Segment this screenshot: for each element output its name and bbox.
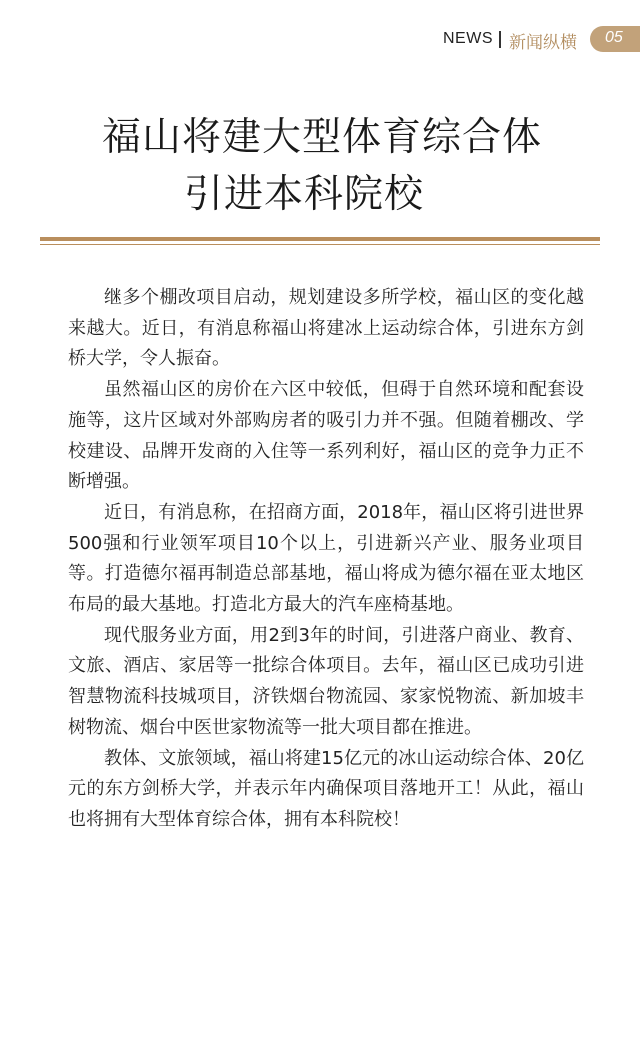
article-body: [68, 283, 584, 836]
article-title-line2: 引进本科院校: [184, 172, 425, 217]
article-paragraph-4: 现代服务业方面，用2到3年的时间，引进落户商业、教育、文旅、酒店、家居等一批综合体项目。去年，福山区已成功引进智慧物流科技城项目，济铁烟台物流园、家家悦物流、新加坡丰树物流、烟台中医世家物流等一批大项目都在推进。: [68, 624, 584, 738]
title-rule-thin: [40, 244, 600, 245]
page-header: [0, 26, 640, 52]
article-paragraph-1: 继多个棚改项目启动，规划建设多所学校，福山区的变化越来越大。近日，有消息称福山将建冰上运动综合体，引进东方剑桥大学，令人振奋。: [68, 287, 584, 370]
article-paragraph-3: 近日，有消息称，在招商方面，2018年，福山区将引进世界500强和行业领军项目10个以上，引进新兴产业、服务业项目等。打造德尔福再制造总部基地，福山将成为德尔福在亚太地区布局的最大基地。打造北方最大的汽车座椅基地。: [68, 501, 584, 616]
page-number: 05: [605, 29, 623, 46]
header-divider: [499, 31, 501, 48]
title-rule-thick: [40, 237, 600, 241]
section-label-en: NEWS: [443, 30, 493, 47]
article-paragraph-2: 虽然福山区的房价在六区中较低，但碍于自然环境和配套设施等，这片区域对外部购房者的吸引力并不强。但随着棚改、学校建设、品牌开发商的入住等一系列利好，福山区的竞争力正不断增强。: [68, 379, 584, 493]
section-label-cn: 新闻纵横: [509, 33, 577, 53]
article-paragraph-5: 教体、文旅领域，福山将建15亿元的冰山运动综合体、20亿元的东方剑桥大学，并表示年内确保项目落地开工！从此，福山也将拥有大型体育综合体，拥有本科院校！: [68, 747, 584, 830]
article-title-line1: 福山将建大型体育综合体: [102, 115, 543, 160]
